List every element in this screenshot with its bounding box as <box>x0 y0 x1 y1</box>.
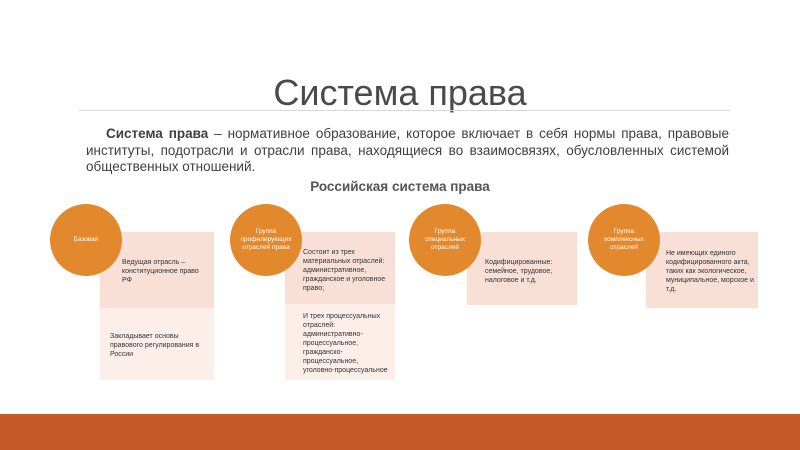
slide-title: Система права <box>273 72 527 113</box>
group-1-box-1-text: Ведущая отрасль – конституционное право РФ <box>122 259 199 284</box>
group-2-box-1-text: Состоит из трех материальных отраслей: административное, гражданское и уголовное право; <box>303 249 386 292</box>
group-3-box-1-text: Кодифицированные: семейное, трудовое, налоговое и т.д. <box>485 259 553 284</box>
group-1-box-2-text: Закладывает основы правового регулирования в России <box>110 333 200 358</box>
intro-definition: – нормативное образование, которое включает в себя нормы права, правовые институты, подотрасли и отрасли права, находящиеся во взаимосвязях, обусловленных системой общественных отношений. <box>86 126 729 174</box>
group-2-circle: Группа профилирующих отраслей права <box>230 204 302 276</box>
group-3-circle: Группа специальных отраслей <box>409 204 481 276</box>
group-2-box-2-text: И трех процессуальных отраслей: административно-процессуальное, гражданско-процессуальное, уголовно-процессуальное <box>303 313 388 374</box>
group-4-circle: Группа комплексных отраслей <box>588 204 660 276</box>
footer-bar <box>0 414 800 450</box>
intro-paragraph <box>86 126 729 176</box>
title-divider <box>79 110 730 111</box>
group-1-box-2 <box>100 308 214 380</box>
group-3-box-1 <box>467 232 577 305</box>
group-4-box-1 <box>646 232 758 308</box>
group-2-box-2 <box>285 304 395 380</box>
group-4-box-1-text: Не имеющих единого кодифицированного акта, таких как экологическое, муниципальное, морское и т.д. <box>666 250 754 293</box>
diagram-subtitle: Российская система права <box>310 179 490 194</box>
group-1-circle: Базовая <box>50 204 122 276</box>
intro-term: Система права <box>106 126 209 141</box>
